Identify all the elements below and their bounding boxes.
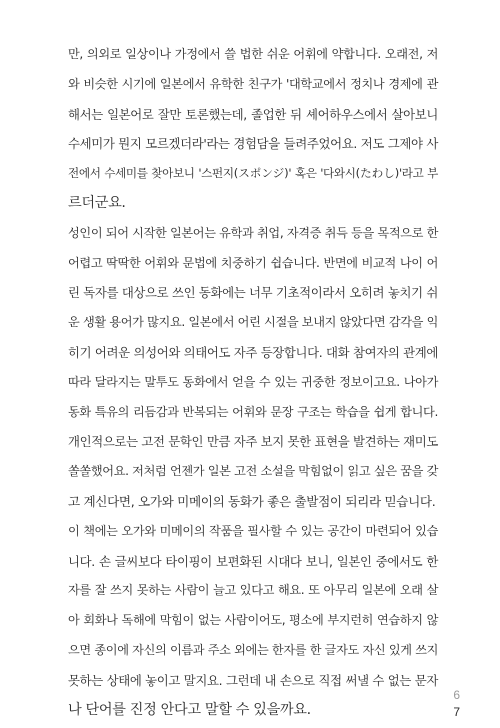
text-line: 아 회화나 독해에 막힘이 없는 사람이어도, 평소에 부지런히 연습하지 않 [68, 613, 438, 628]
text-line: 린 독자를 대상으로 쓰인 동화에는 너무 기초적이라서 오히려 놓치기 쉬 [68, 285, 438, 301]
body-text [68, 40, 438, 725]
text-line: 운 생활 용어가 많지요. 일본에서 어린 시절을 보내지 않았다면 감각을 익 [68, 315, 439, 330]
text-line: 따라 달라지는 말투도 동화에서 얻을 수 있는 귀중한 정보이고요. 나아가 [68, 374, 438, 389]
text-line: 동화 특유의 리듬감과 반복되는 어휘와 문장 구조는 학습을 쉽게 합니다. [68, 404, 438, 419]
text-line: 나 단어를 진정 안다고 말할 수 있을까요. [68, 701, 311, 718]
text-line: 어렵고 딱딱한 어휘와 문법에 치중하기 쉽습니다. 반면에 비교적 나이 어 [68, 255, 438, 270]
text-line: 와 비슷한 시기에 일본에서 유학한 친구가 '대학교에서 정치나 경제에 관 [68, 76, 438, 91]
text-line: 으면 종이에 자신의 이름과 주소 외에는 한자를 한 글자도 자신 있게 쓰지 [68, 642, 439, 657]
paragraph-2 [68, 219, 438, 517]
paragraph-1 [68, 40, 438, 219]
text-line: 해서는 일본어로 잘만 토론했는데, 졸업한 뒤 셰어하우스에서 살아보니 [68, 106, 438, 122]
text-line: 자를 잘 쓰지 못하는 사람이 늘고 있다고 해요. 또 아무리 일본에 오래 살 [68, 583, 438, 598]
text-line: 이 책에는 오가와 미메이의 작품을 필사할 수 있는 공간이 마련되어 있습 [68, 523, 438, 538]
text-line: 히기 어려운 의성어와 의태어도 자주 등장합니다. 대화 참여자의 관계에 [68, 344, 438, 360]
text-line: 전에서 수세미를 찾아보니 '스펀지(スポンジ)' 혹은 '다와시(たわし)'라고 부 [68, 166, 438, 181]
text-line: 만, 의외로 일상이나 가정에서 쓸 법한 쉬운 어휘에 약합니다. 오래전, 저 [68, 47, 438, 61]
text-line: 못하는 상태에 놓이고 말지요. 그런데 내 손으로 직접 써낼 수 없는 문자 [68, 672, 438, 688]
paragraph-3 [68, 517, 438, 726]
text-line: 르더군요. [68, 194, 126, 211]
text-line: 니다. 손 글씨보다 타이핑이 보편화된 시대다 보니, 일본인 중에서도 한 [68, 553, 438, 569]
page-number-right: 7 [453, 705, 460, 719]
text-line: 고 계신다면, 오가와 미메이의 동화가 좋은 출발점이 되리라 믿습니다. [68, 493, 436, 509]
text-line: 개인적으로는 고전 문학인 만큼 자주 보지 못한 표현을 발견하는 재미도 [68, 434, 438, 450]
text-line: 성인이 되어 시작한 일본어는 유학과 취업, 자격증 취득 등을 목적으로 한 [68, 225, 439, 240]
text-line: 수세미가 뭔지 모르겠더라'라는 경험담을 들려주었어요. 저도 그제야 사 [68, 136, 438, 152]
page-number-left: 6 [453, 688, 460, 702]
text-line: 쏠쏠했어요. 저처럼 언젠가 일본 고전 소설을 막힘없이 읽고 싶은 꿈을 갖 [68, 464, 439, 479]
